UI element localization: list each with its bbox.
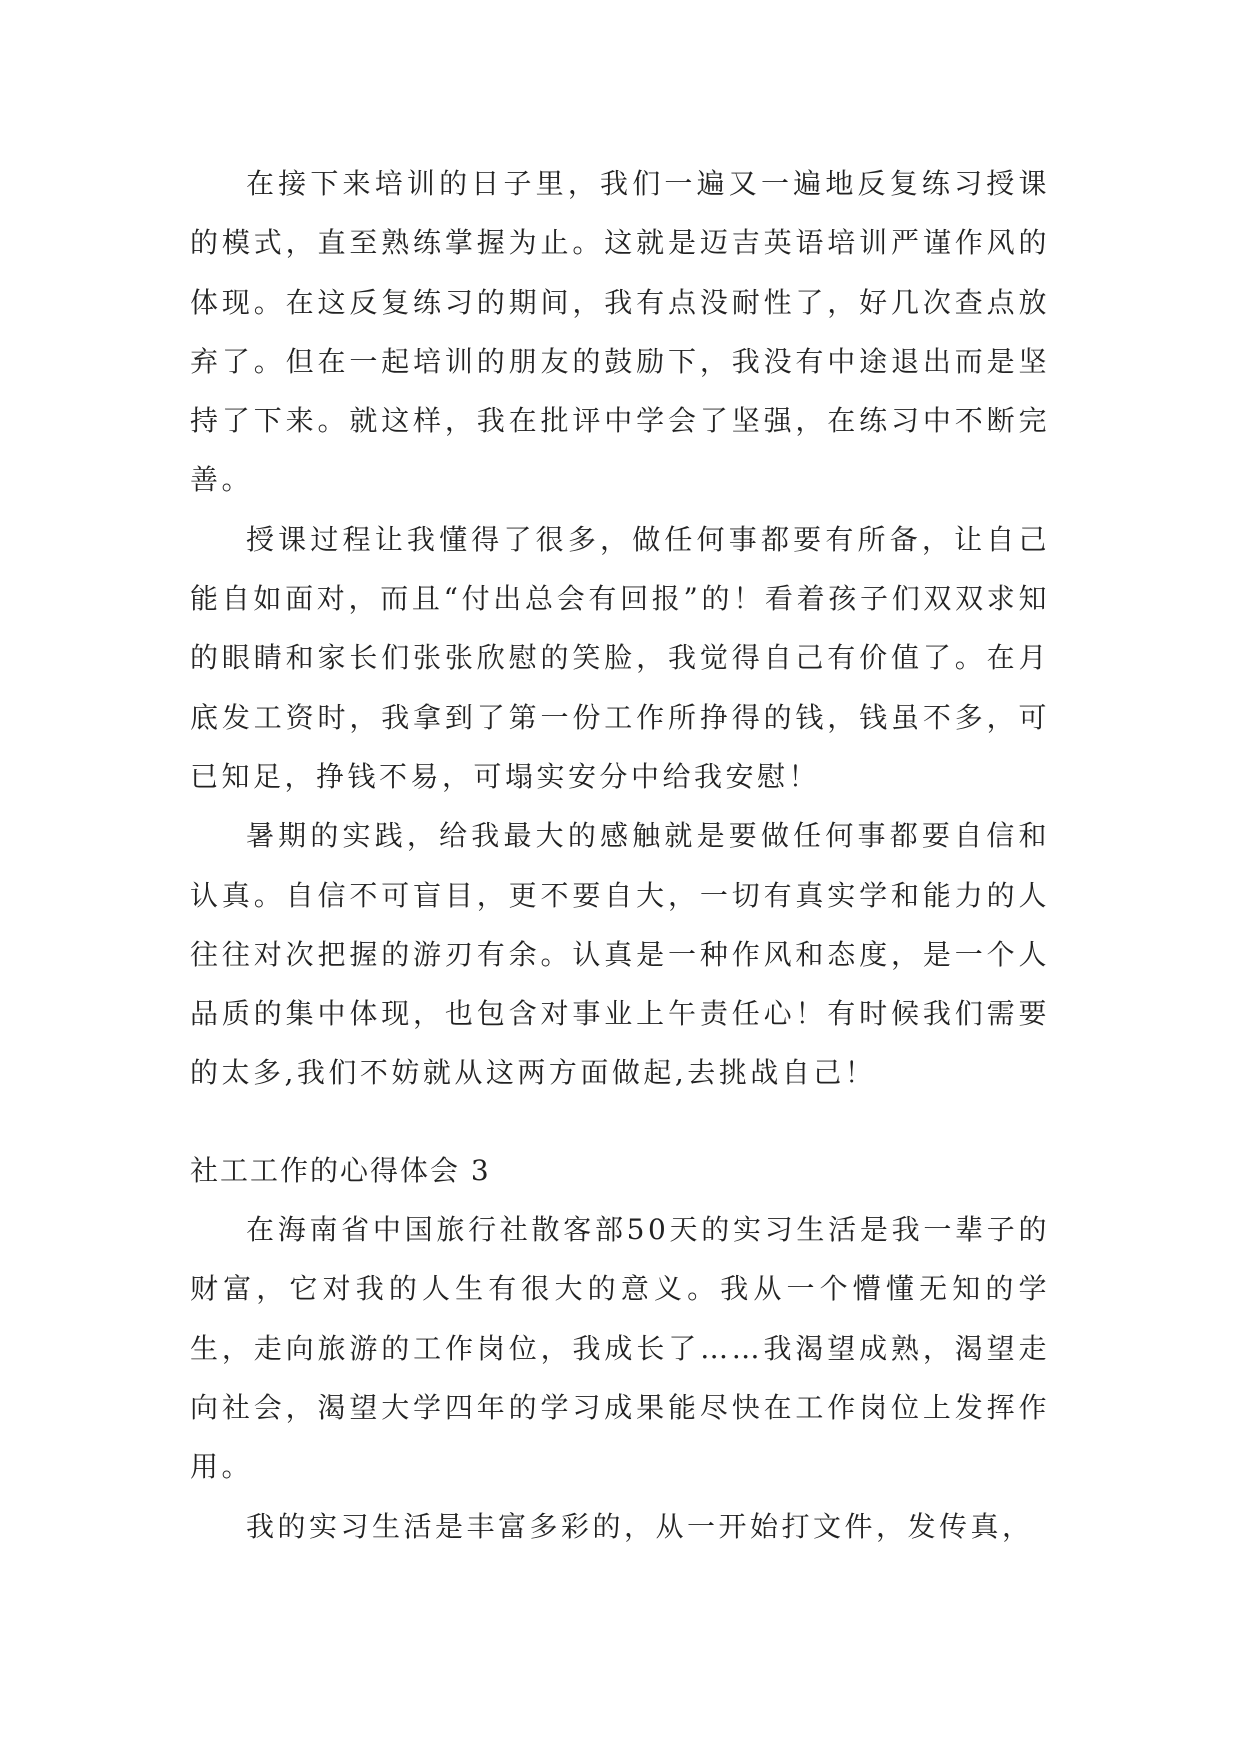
paragraph-training-practice: 在接下来培训的日子里，我们一遍又一遍地反复练习授课的模式，直至熟练掌握为止。这就是迈吉英语培训严谨作风的体现。在这反复练习的期间，我有点没耐性了，好几次查点放弃了。但在一起培训的朋友的鼓励下，我没有中途退出而是坚持了下来。就这样，我在批评中学会了坚强，在练习中不断完善。 [190,167,1050,497]
document-body [190,154,1050,1556]
paragraph-teaching-process: 授课过程让我懂得了很多，做任何事都要有所备，让自己能自如面对，而且“付出总会有回报”的！看着孩子们双双求知的眼睛和家长们张张欣慰的笑脸，我觉得自己有价值了。在月底发工资时，我拿到了第一份工作所挣得的钱，钱虽不多，可已知足，挣钱不易，可塌实安分中给我安慰！ [190,522,1050,793]
paragraph-internship-intro: 在海南省中国旅行社散客部50天的实习生活是我一辈子的财富，它对我的人生有很大的意义。我从一个懵懂无知的学生，走向旅游的工作岗位，我成长了……我渴望成熟，渴望走向社会，渴望大学四年的学习成果能尽快在工作岗位上发挥作用。 [190,1213,1050,1484]
paragraph-summer-practice: 暑期的实践，给我最大的感触就是要做任何事都要自信和认真。自信不可盲目，更不要自大，一切有真实学和能力的人往往对次把握的游刃有余。认真是一种作风和态度，是一个人品质的集中体现，也包含对事业上午责任心！有时候我们需要的太多,我们不妨就从这两方面做起,去挑战自己！ [190,819,1050,1090]
section-heading: 社工工作的心得体会 3 [190,1153,491,1187]
paragraph-internship-life: 我的实习生活是丰富多彩的，从一开始打文件，发传真， [246,1509,1034,1543]
